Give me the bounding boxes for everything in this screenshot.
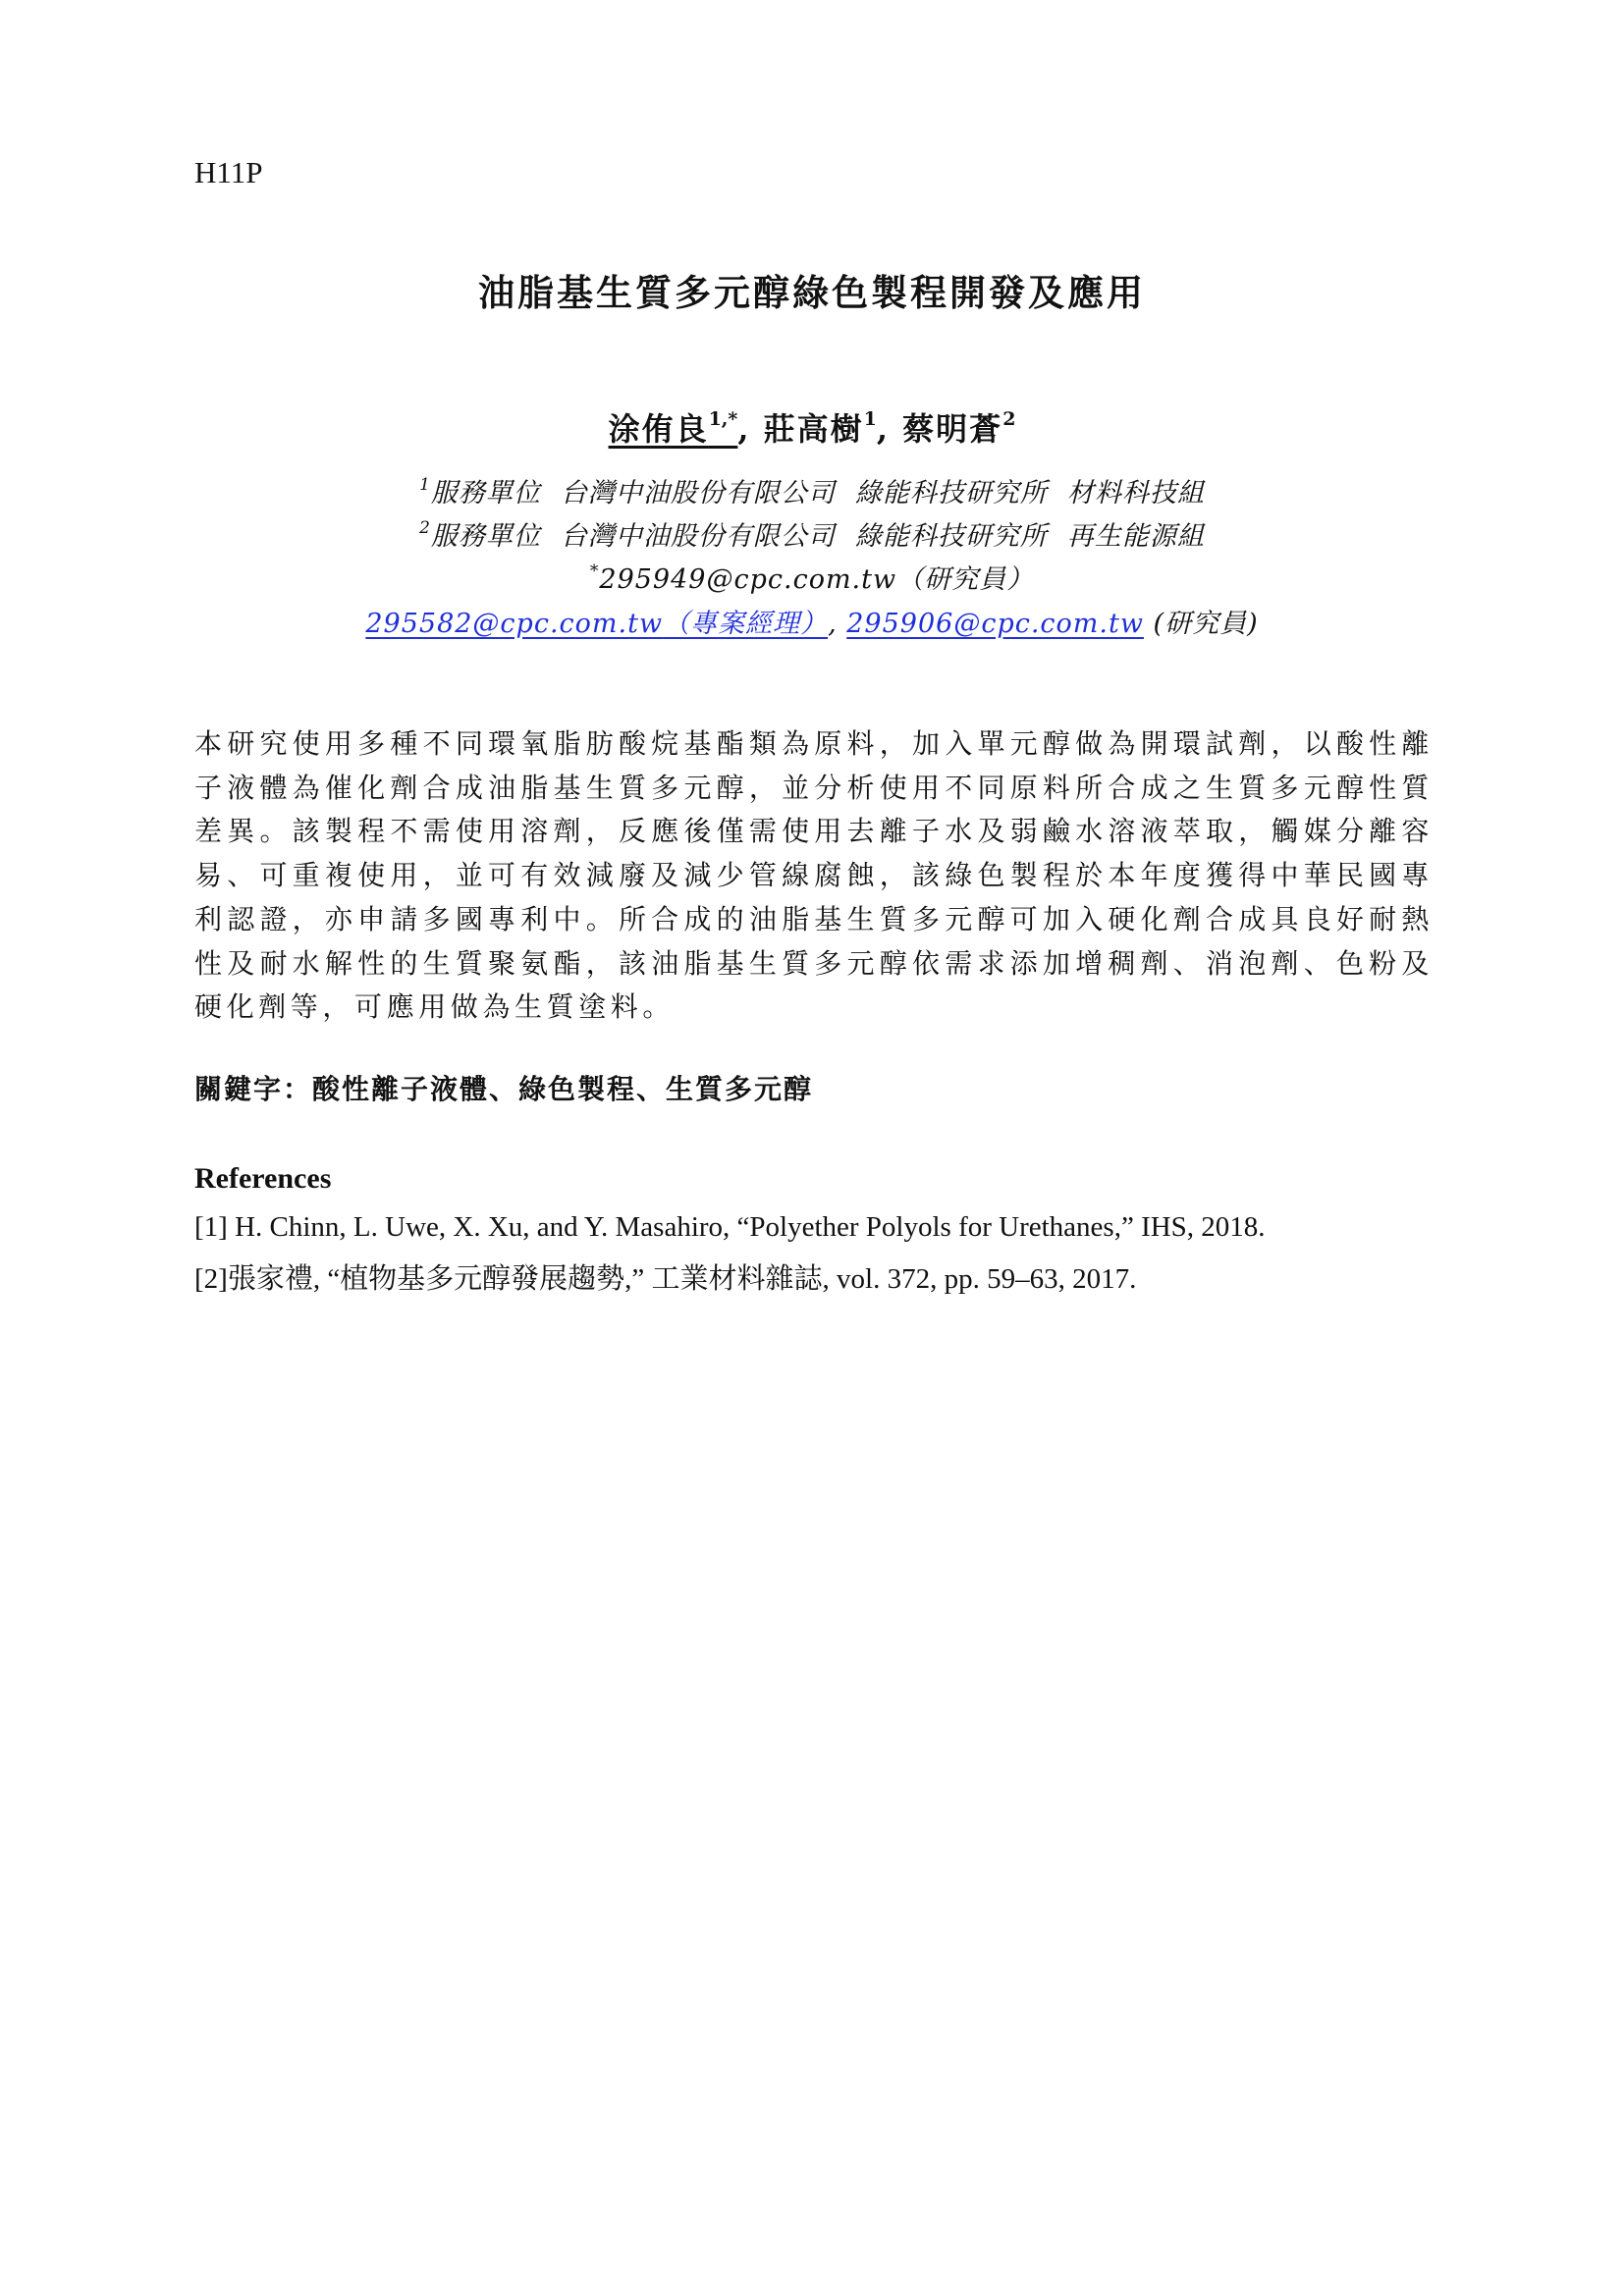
- author-superscript: 1,*: [708, 408, 738, 430]
- author-2: [764, 410, 877, 448]
- email-link-1-address: 295582@cpc.com.tw: [365, 609, 664, 639]
- email-link-2-role: (研究員): [1153, 609, 1259, 639]
- keywords: 關鍵字：酸性離子液體、綠色製程、生質多元醇: [194, 1073, 814, 1105]
- affiliation-group: 材料科技組: [1066, 478, 1205, 508]
- author-superscript: 2: [1002, 408, 1016, 430]
- author-superscript: 1: [863, 408, 877, 430]
- affiliation-2: [0, 514, 1624, 553]
- contact-email: 295949@cpc.com.tw: [599, 564, 897, 595]
- contact-line: [0, 558, 1624, 596]
- email-link-2[interactable]: 295906@cpc.com.tw: [846, 609, 1144, 639]
- author-3: [902, 410, 1015, 448]
- author-1: [609, 410, 738, 448]
- affiliation-institute: 綠能科技研究所: [854, 478, 1048, 508]
- email-link-1-role: （專案經理）: [663, 609, 829, 639]
- affiliation-company: 台灣中油股份有限公司: [560, 521, 836, 552]
- paper-code: H11P: [194, 155, 263, 189]
- author-name: 蔡明蒼: [902, 410, 1003, 448]
- reference-item: [2]張家禮, “植物基多元醇發展趨勢,” 工業材料雜誌, vol. 372, pp. 59–63, 2017.: [194, 1263, 1137, 1295]
- abstract: 本研究使用多種不同環氧脂肪酸烷基酯類為原料，加入單元醇做為開環試劑，以酸性離子液體為催化劑合成油脂基生質多元醇，並分析使用不同原料所合成之生質多元醇性質差異。該製程不需使用溶劑，反應後僅需使用去離子水及弱鹼水溶液萃取，觸媒分離容易、可重複使用，並可有效減廢及減少管線腐蝕，該綠色製程於本年度獲得中華民國專利認證，亦申請多國專利中。所合成的油脂基生質多元醇可加入硬化劑合成具良好耐熱性及耐水解性的生質聚氨酯，該油脂基生質多元醇依需求添加增稠劑、消泡劑、色粉及硬化劑等，可應用做為生質塗料。: [194, 727, 1434, 1024]
- references-heading: References: [194, 1162, 332, 1195]
- affiliation-unit: 服務單位: [430, 478, 541, 508]
- author-name: 涂侑良: [608, 410, 709, 448]
- affiliation-institute: 綠能科技研究所: [854, 521, 1048, 552]
- affiliation-company: 台灣中油股份有限公司: [560, 478, 836, 508]
- affiliation-1: [0, 471, 1624, 509]
- affiliation-group: 再生能源組: [1066, 521, 1205, 552]
- affiliation-superscript: 2: [419, 518, 431, 538]
- email-link-1[interactable]: [365, 609, 828, 639]
- contact-role: （研究員）: [896, 564, 1035, 595]
- author-list: 涂侑良$^{1,*}$, 莊高樹$^1$, 蔡明蒼$^2$: [608, 408, 1016, 448]
- affiliation-superscript: 1: [419, 475, 431, 495]
- corresponding-superscript: *: [589, 561, 600, 581]
- paper-title: 油脂基生質多元醇綠色製程開發及應用: [478, 271, 1146, 314]
- contact-links: [0, 602, 1624, 640]
- reference-item: [1] H. Chinn, L. Uwe, X. Xu, and Y. Masahiro, “Polyether Polyols for Urethanes,” IHS, 2018.: [194, 1211, 1266, 1243]
- author-name: 莊高樹: [763, 410, 864, 448]
- contact-separator: ,: [828, 609, 838, 639]
- affiliation-unit: 服務單位: [430, 521, 541, 552]
